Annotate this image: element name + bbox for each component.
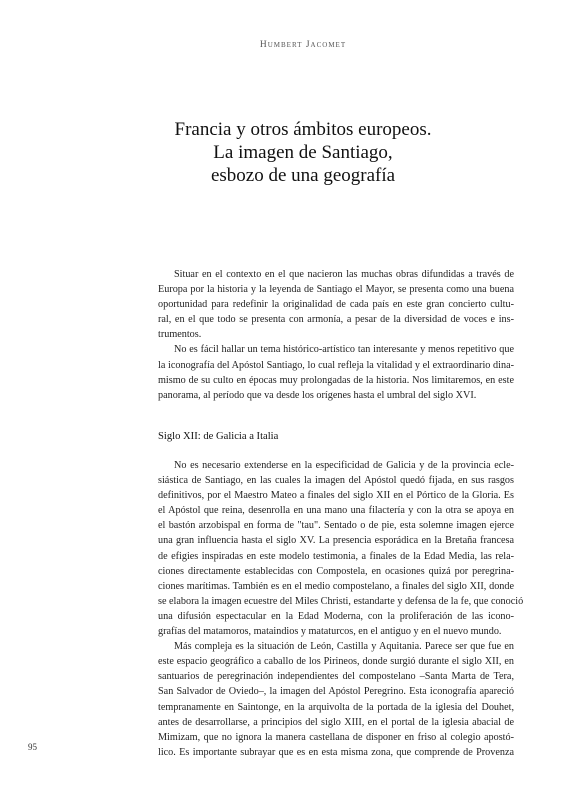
text-line: oportunidad para redefinir la originalidad de cada país en este gran concierto cultu- xyxy=(158,299,514,311)
text-line: Situar en el contexto en el que nacieron las muchas obras difundidas a través de xyxy=(174,269,514,280)
text-line: grafías del matamoros, mataindios y mataturcos, en el antiguo y en el nuevo mundo. xyxy=(158,626,502,638)
text-line: se elabora la imagen ecuestre del Miles Christi, estandarte y defensa de la fe, que conoció xyxy=(158,595,524,607)
text-line: definitivos, por el Maestro Mateo a finales del siglo XII en el Pórtico de la Gloria. Es xyxy=(158,490,514,502)
text-line: la iconografía del Apóstol Santiago, lo cual refleja la vitalidad y el extraordinario dina- xyxy=(158,359,514,371)
title-line: La imagen de Santiago, xyxy=(213,142,393,163)
section-text xyxy=(158,458,524,760)
text-line: ciones marítimas. También es en el medio compostelano, a finales del siglo XII, donde xyxy=(158,580,514,592)
text-line: mismo de su culto en épocas muy prolongadas de la historia. Nos limitaremos, en este xyxy=(158,374,514,386)
text-line: Más compleja es la situación de León, Castilla y Aquitania. Parece ser que fue en xyxy=(174,641,514,653)
text-line: de efigies inspiradas en este modelo testimonia, a finales de la Edad Media, las rela- xyxy=(158,550,514,562)
text-line: No es fácil hallar un tema histórico-artístico tan interesante y menos repetitivo que xyxy=(174,344,514,356)
text-line: Mimizam, que no ignora la manera castellana de disponer en friso al colegio apostó- xyxy=(158,731,514,743)
page-number: 95 xyxy=(28,742,37,752)
text-line: ral, en el que todo se presenta con armonía, a pesar de la diversidad de voces e ins- xyxy=(158,314,514,326)
section-heading: Siglo XII: de Galicia a Italia xyxy=(158,431,279,442)
text-line: santuarios de peregrinación independientes del compostelano –Santa Marta de Tera, xyxy=(158,671,514,683)
title-line: Francia y otros ámbitos europeos. xyxy=(174,119,432,140)
chapter-title xyxy=(0,118,566,187)
text-line: el Apóstol que reina, desenrolla en una mano una filactería y con la otra se apoya en xyxy=(158,505,514,517)
text-line: una difusión espectacular en la Edad Moderna, con la proliferación de las icono- xyxy=(158,610,514,622)
text-line: trumentos. xyxy=(158,329,202,341)
text-line: panorama, al período que va desde los orígenes hasta el umbral del siglo XVI. xyxy=(158,389,477,401)
text-line: Europa por la historia y la leyenda de Santiago el Mayor, se presenta como una buena xyxy=(158,284,514,296)
text-line: No es necesario extenderse en la especificidad de Galicia y de la provincia ecle- xyxy=(174,460,514,471)
section-paragraph xyxy=(158,639,514,760)
intro-paragraph xyxy=(158,267,514,342)
text-line: San Salvador de Oviedo–, la imagen del Apóstol Peregrino. Esta iconografía apareció xyxy=(158,686,514,698)
text-line: siástica de Santiago, en las cuales la imagen del Apóstol quedó fijada, en sus rasgos xyxy=(158,475,514,487)
text-line: lico. Es importante subrayar que es en esta misma zona, que comprende de Provenza xyxy=(158,746,514,758)
text-line: una gran influencia hasta el siglo XV. La presencia esporádica en la Bretaña francesa xyxy=(158,535,514,547)
text-line: este espacio geográfico a caballo de los Pirineos, donde surgió durante el siglo XII, en xyxy=(158,656,514,668)
text-line: el bastón arzobispal en forma de "tau". Sentado o de pie, esta solemne imagen ejerce xyxy=(158,520,514,532)
intro-paragraph xyxy=(158,342,514,402)
title-line: esbozo de una geografía xyxy=(210,165,396,186)
running-head: Humbert Jacomet xyxy=(259,40,347,50)
section-paragraph xyxy=(158,458,524,639)
text-line: antes de desarrollarse, a principios del siglo XIII, en el portal de la iglesia abacial de xyxy=(158,716,514,728)
text-line: ciones directamente establecidas con Compostela, en ocasiones quizá por peregrina- xyxy=(158,565,514,577)
intro-text xyxy=(158,267,514,403)
text-line: tempranamente en Saintonge, en la arquivolta de la portada de la iglesia del Douhet, xyxy=(158,701,514,713)
